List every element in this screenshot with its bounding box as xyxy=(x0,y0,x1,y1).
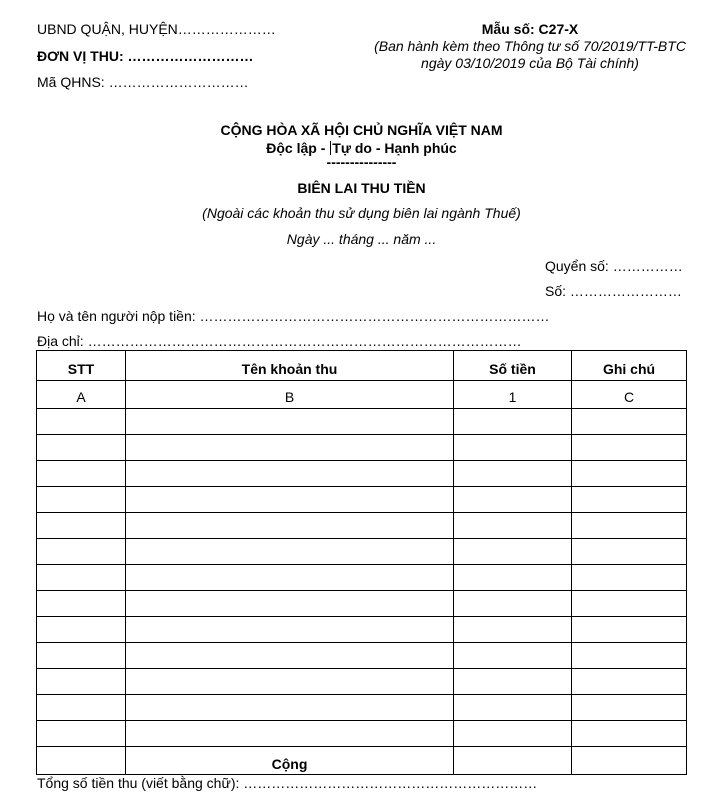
table-cell[interactable] xyxy=(37,669,126,695)
table-cell[interactable] xyxy=(37,487,126,513)
table-row xyxy=(37,695,687,721)
table-row xyxy=(37,721,687,747)
table-cell[interactable] xyxy=(37,565,126,591)
table-cell[interactable] xyxy=(126,409,454,435)
table-cell[interactable] xyxy=(454,513,572,539)
table-row xyxy=(37,461,687,487)
table-row xyxy=(37,409,687,435)
table-cell[interactable] xyxy=(126,617,454,643)
table-cell[interactable] xyxy=(572,409,687,435)
table-cell[interactable] xyxy=(572,695,687,721)
total-note-cell[interactable] xyxy=(572,747,687,775)
header-item-name: Tên khoản thu xyxy=(126,351,454,381)
table-cell[interactable] xyxy=(572,617,687,643)
table-cell[interactable] xyxy=(454,617,572,643)
table-cell[interactable] xyxy=(454,695,572,721)
table-cell[interactable] xyxy=(454,721,572,747)
receipt-date: Ngày ... tháng ... năm ... xyxy=(286,231,437,247)
motto-part-1: Độc lập - xyxy=(266,140,330,156)
receipt-title: BIÊN LAI THU TIỀN xyxy=(297,180,426,196)
table-cell[interactable] xyxy=(37,461,126,487)
table-row xyxy=(37,435,687,461)
total-amount-cell[interactable] xyxy=(454,747,572,775)
table-cell[interactable] xyxy=(37,617,126,643)
payer-address-line: Địa chỉ: ………………………………………………………………………………… xyxy=(37,333,522,349)
table-cell[interactable] xyxy=(37,539,126,565)
table-cell[interactable] xyxy=(454,643,572,669)
total-stt-cell xyxy=(37,747,126,775)
code-amount: 1 xyxy=(454,381,572,409)
table-row xyxy=(37,643,687,669)
table-cell[interactable] xyxy=(126,643,454,669)
table-row xyxy=(37,539,687,565)
table-cell[interactable] xyxy=(454,435,572,461)
table-row xyxy=(37,513,687,539)
receipt-table xyxy=(36,350,687,775)
issued-by-line-2: ngày 03/10/2019 của Bộ Tài chính) xyxy=(421,55,639,71)
header-note: Ghi chú xyxy=(572,351,687,381)
title-divider: --------------- xyxy=(326,154,397,170)
table-cell[interactable] xyxy=(126,565,454,591)
total-label: Cộng xyxy=(126,747,454,775)
table-cell[interactable] xyxy=(454,565,572,591)
table-row xyxy=(37,617,687,643)
table-cell[interactable] xyxy=(572,643,687,669)
budget-code-line: Mã QHNS: ………………………… xyxy=(37,74,249,90)
table-cell[interactable] xyxy=(572,513,687,539)
receipt-subtitle: (Ngoài các khoản thu sử dụng biên lai ngành Thuế) xyxy=(202,205,521,221)
table-cell[interactable] xyxy=(572,487,687,513)
table-cell[interactable] xyxy=(454,409,572,435)
table-cell[interactable] xyxy=(454,461,572,487)
table-cell[interactable] xyxy=(454,669,572,695)
payer-name-line: Họ và tên người nộp tiền: ………………………………………………………………… xyxy=(37,308,550,324)
code-stt: A xyxy=(37,381,126,409)
issued-by-line-1: (Ban hành kèm theo Thông tư số 70/2019/TT-BTC xyxy=(374,38,686,54)
table-cell[interactable] xyxy=(37,435,126,461)
table-cell[interactable] xyxy=(126,487,454,513)
motto-part-2: Tự do - Hạnh phúc xyxy=(332,140,457,156)
table-cell[interactable] xyxy=(126,435,454,461)
table-cell[interactable] xyxy=(37,721,126,747)
table-row xyxy=(37,565,687,591)
header-amount: Số tiền xyxy=(454,351,572,381)
collecting-unit-line: ĐƠN VỊ THU: ……………………… xyxy=(37,48,254,64)
table-cell[interactable] xyxy=(37,695,126,721)
table-cell[interactable] xyxy=(454,539,572,565)
table-cell[interactable] xyxy=(37,409,126,435)
table-cell[interactable] xyxy=(454,487,572,513)
table-cell[interactable] xyxy=(454,591,572,617)
total-in-words-line: Tổng số tiền thu (viết bằng chữ): ……………………………………………………… xyxy=(37,775,538,791)
table-row xyxy=(37,669,687,695)
table-total-row xyxy=(37,747,687,775)
book-number-line: Quyển số: …………… xyxy=(545,258,683,274)
code-item-name: B xyxy=(126,381,454,409)
table-cell[interactable] xyxy=(126,461,454,487)
table-cell[interactable] xyxy=(37,643,126,669)
table-cell[interactable] xyxy=(126,513,454,539)
table-cell[interactable] xyxy=(572,669,687,695)
table-cell[interactable] xyxy=(37,513,126,539)
table-code-row xyxy=(37,381,687,409)
table-cell[interactable] xyxy=(37,591,126,617)
table-header-row xyxy=(37,351,687,381)
table-cell[interactable] xyxy=(126,695,454,721)
serial-number-line: Số: …………………… xyxy=(545,283,682,299)
table-cell[interactable] xyxy=(126,721,454,747)
table-row xyxy=(37,591,687,617)
form-number: Mẫu số: C27-X xyxy=(481,21,579,37)
country-title: CỘNG HÒA XÃ HỘI CHỦ NGHĨA VIỆT NAM xyxy=(220,122,503,138)
table-cell[interactable] xyxy=(126,669,454,695)
table-cell[interactable] xyxy=(126,539,454,565)
table-cell[interactable] xyxy=(572,565,687,591)
table-cell[interactable] xyxy=(572,539,687,565)
table-cell[interactable] xyxy=(572,435,687,461)
table-cell[interactable] xyxy=(126,591,454,617)
table-cell[interactable] xyxy=(572,591,687,617)
header-stt: STT xyxy=(37,351,126,381)
table-cell[interactable] xyxy=(572,721,687,747)
table-cell[interactable] xyxy=(572,461,687,487)
district-line: UBND QUẬN, HUYỆN………………… xyxy=(37,21,276,37)
code-note: C xyxy=(572,381,687,409)
table-row xyxy=(37,487,687,513)
